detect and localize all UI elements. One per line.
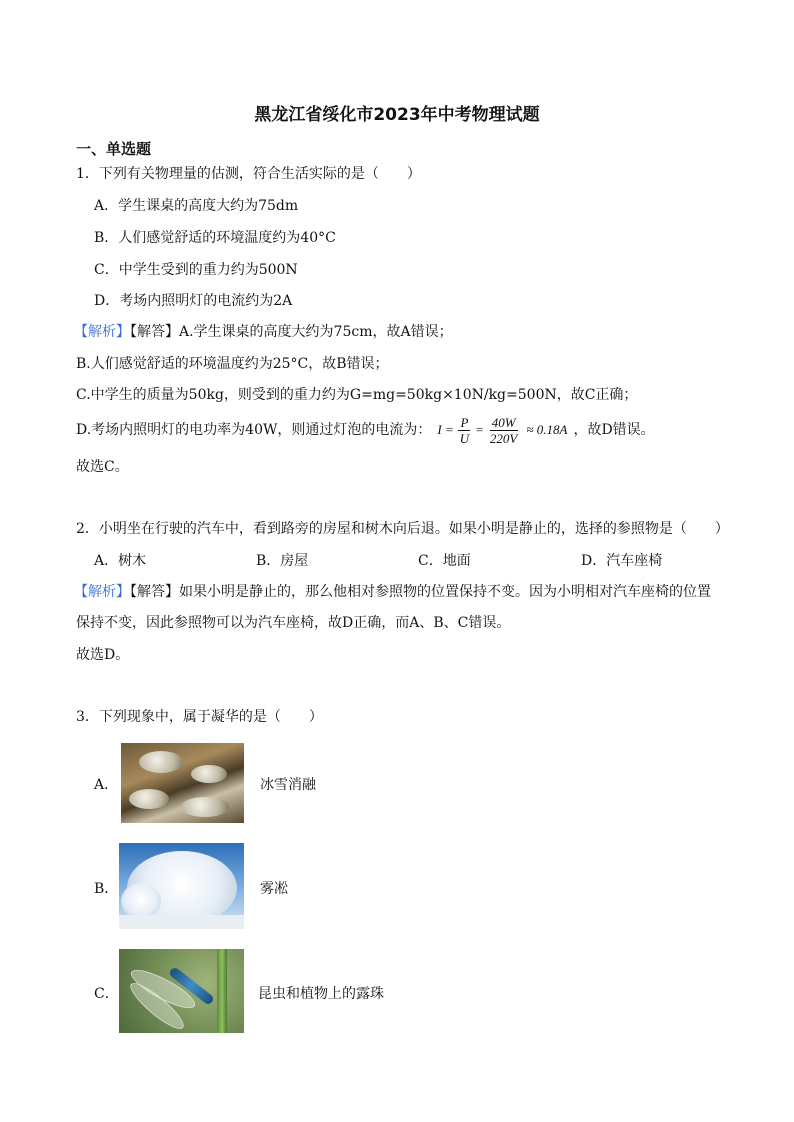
q1-option-c: C．中学生受到的重力约为500N bbox=[94, 262, 298, 278]
formula-lhs: I = bbox=[437, 422, 454, 437]
formula-fraction-p-over-u bbox=[458, 415, 471, 446]
q2-option-b: B．房屋 bbox=[256, 553, 309, 569]
q2-option-c: C．地面 bbox=[418, 553, 471, 569]
q3-option-c-letter: C． bbox=[94, 986, 119, 1002]
q3-option-c-text: 昆虫和植物上的露珠 bbox=[258, 986, 384, 1002]
analysis-tag: 【解析】 bbox=[74, 584, 130, 600]
q1-option-d: D．考场内照明灯的电流约为2A bbox=[94, 293, 293, 309]
q3-stem: 3．下列现象中，属于凝华的是（ ） bbox=[76, 709, 323, 725]
q1-option-b: B．人们感觉舒适的环境温度约为40°C bbox=[94, 230, 336, 246]
formula-den-220v: 220V bbox=[489, 430, 518, 446]
q1-analysis-text4-post: ，故D错误。 bbox=[573, 422, 655, 438]
q1-analysis-line1 bbox=[74, 323, 453, 341]
dew-on-dragonfly-photo bbox=[119, 949, 244, 1033]
q1-analysis-text4-pre: D.考场内照明灯的电功率为40W，则通过灯泡的电流为： bbox=[76, 422, 432, 438]
section-heading: 一、单选题 bbox=[76, 140, 152, 158]
formula-num-p: P bbox=[460, 414, 469, 430]
rime-frost-tree-photo bbox=[119, 843, 244, 929]
formula-num-40w: 40W bbox=[491, 414, 516, 430]
q1-analysis-text1: 【解答】A.学生课桌的高度大约为75cm，故A错误； bbox=[130, 324, 453, 340]
q2-option-d: D．汽车座椅 bbox=[581, 553, 663, 569]
q1-analysis-line3: C.中学生的质量为50kg，则受到的重力约为G=mg=50kg×10N/kg=500N，故C正确； bbox=[76, 387, 638, 403]
q1-option-a: A．学生课桌的高度大约为75dm bbox=[94, 198, 299, 214]
q3-option-a-letter: A． bbox=[94, 777, 119, 793]
q3-option-b-letter: B． bbox=[94, 881, 119, 897]
q3-option-b-text: 雾凇 bbox=[260, 881, 288, 897]
document-title: 黑龙江省绥化市2023年中考物理试题 bbox=[254, 105, 540, 125]
q2-analysis-line1 bbox=[74, 583, 711, 601]
q2-analysis-text1: 【解答】如果小明是静止的，那么他相对参照物的位置保持不变。因为小明相对汽车座椅的位置 bbox=[130, 584, 711, 600]
q1-analysis-line2: B.人们感觉舒适的环境温度约为25°C，故B错误； bbox=[76, 356, 389, 372]
melting-ice-stream-photo bbox=[121, 743, 244, 823]
formula-eq: = bbox=[475, 422, 484, 437]
q2-analysis-line2: 保持不变，因此参照物可以为汽车座椅，故D正确，而A、B、C错误。 bbox=[76, 615, 511, 631]
q3-option-a-text: 冰雪消融 bbox=[260, 777, 316, 793]
formula-result: ≈ 0.18A bbox=[526, 422, 568, 437]
analysis-tag: 【解析】 bbox=[74, 324, 130, 340]
current-formula bbox=[437, 413, 567, 447]
q1-stem: 1．下列有关物理量的估测，符合生活实际的是（ ） bbox=[76, 166, 421, 182]
q2-option-a: A．树木 bbox=[94, 553, 147, 569]
q1-analysis-line4 bbox=[76, 413, 655, 447]
formula-fraction-values bbox=[488, 415, 519, 446]
q2-stem: 2．小明坐在行驶的汽车中，看到路旁的房屋和树木向后退。如果小明是静止的，选择的参照物是（ ） bbox=[76, 521, 729, 537]
q2-answer: 故选D。 bbox=[76, 647, 130, 663]
formula-den-u: U bbox=[459, 430, 470, 446]
q1-answer: 故选C。 bbox=[76, 459, 129, 475]
